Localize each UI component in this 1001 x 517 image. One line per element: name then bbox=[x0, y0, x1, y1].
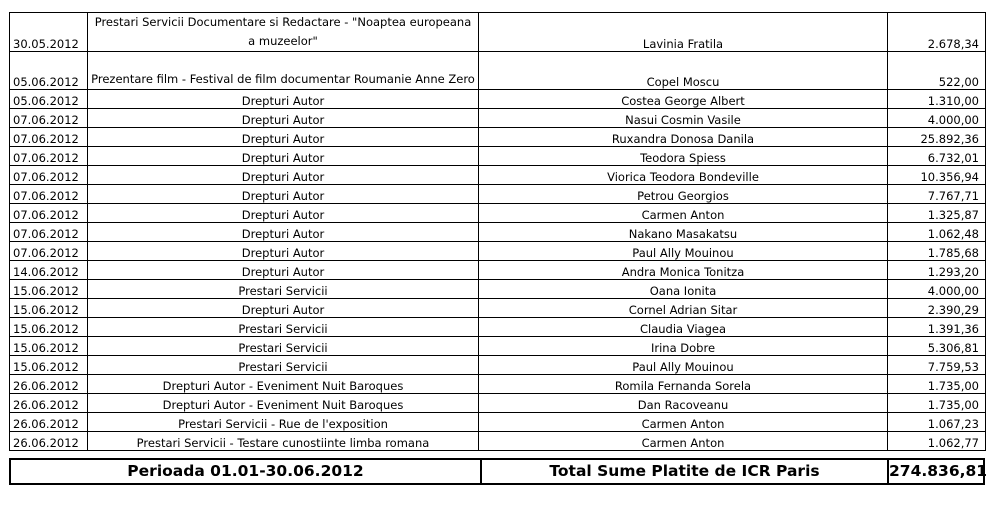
description-cell: Prestari Servicii bbox=[88, 337, 479, 356]
amount-cell: 1.067,23 bbox=[888, 413, 986, 432]
table-row bbox=[10, 147, 986, 166]
amount-cell: 1.062,77 bbox=[888, 432, 986, 451]
total-label: Total Sume Platite de ICR Paris bbox=[549, 462, 820, 480]
table-row bbox=[10, 109, 986, 128]
totals-row bbox=[9, 458, 988, 485]
beneficiary-cell: Cornel Adrian Sitar bbox=[479, 299, 888, 318]
table-row bbox=[10, 90, 986, 109]
table-row bbox=[10, 432, 986, 451]
table-row bbox=[10, 318, 986, 337]
amount-cell: 4.000,00 bbox=[888, 280, 986, 299]
beneficiary-cell: Claudia Viagea bbox=[479, 318, 888, 337]
date-cell: 15.06.2012 bbox=[10, 299, 88, 318]
description-cell: Drepturi Autor bbox=[88, 261, 479, 280]
beneficiary-cell: Lavinia Fratila bbox=[479, 13, 888, 52]
date-cell: 07.06.2012 bbox=[10, 204, 88, 223]
table-row bbox=[10, 128, 986, 147]
date-cell: 26.06.2012 bbox=[10, 413, 88, 432]
table-row bbox=[10, 299, 986, 318]
beneficiary-cell: Teodora Spiess bbox=[479, 147, 888, 166]
beneficiary-cell: Romila Fernanda Sorela bbox=[479, 375, 888, 394]
date-cell: 07.06.2012 bbox=[10, 109, 88, 128]
amount-cell: 6.732,01 bbox=[888, 147, 986, 166]
date-cell: 15.06.2012 bbox=[10, 356, 88, 375]
description-cell: Prestari Servicii Documentare si Redactare - "Noaptea europeana a muzeelor" bbox=[88, 13, 479, 52]
amount-cell: 1.062,48 bbox=[888, 223, 986, 242]
amount-cell: 25.892,36 bbox=[888, 128, 986, 147]
date-cell: 30.05.2012 bbox=[10, 13, 88, 52]
beneficiary-cell: Ruxandra Donosa Danila bbox=[479, 128, 888, 147]
beneficiary-cell: Copel Moscu bbox=[479, 52, 888, 90]
table-row bbox=[10, 13, 986, 52]
date-cell: 07.06.2012 bbox=[10, 147, 88, 166]
description-cell: Prezentare film - Festival de film documentar Roumanie Anne Zero bbox=[88, 52, 479, 90]
table-row bbox=[10, 52, 986, 90]
table-row bbox=[10, 242, 986, 261]
table-row bbox=[10, 356, 986, 375]
table-row bbox=[10, 375, 986, 394]
description-cell: Drepturi Autor - Eveniment Nuit Baroques bbox=[88, 394, 479, 413]
amount-cell: 10.356,94 bbox=[888, 166, 986, 185]
description-cell: Drepturi Autor bbox=[88, 299, 479, 318]
description-cell: Prestari Servicii - Rue de l'exposition bbox=[88, 413, 479, 432]
table-row bbox=[10, 166, 986, 185]
table-row bbox=[10, 223, 986, 242]
table-row bbox=[10, 280, 986, 299]
payments-table-body bbox=[10, 13, 986, 451]
beneficiary-cell: Andra Monica Tonitza bbox=[479, 261, 888, 280]
description-cell: Prestari Servicii bbox=[88, 318, 479, 337]
description-cell: Drepturi Autor bbox=[88, 242, 479, 261]
date-cell: 15.06.2012 bbox=[10, 280, 88, 299]
description-cell: Drepturi Autor bbox=[88, 223, 479, 242]
beneficiary-cell: Carmen Anton bbox=[479, 204, 888, 223]
description-cell: Drepturi Autor bbox=[88, 109, 479, 128]
beneficiary-cell: Carmen Anton bbox=[479, 432, 888, 451]
date-cell: 15.06.2012 bbox=[10, 337, 88, 356]
amount-cell: 1.735,00 bbox=[888, 394, 986, 413]
date-cell: 07.06.2012 bbox=[10, 242, 88, 261]
date-cell: 05.06.2012 bbox=[10, 52, 88, 90]
date-cell: 26.06.2012 bbox=[10, 375, 88, 394]
date-cell: 26.06.2012 bbox=[10, 432, 88, 451]
beneficiary-cell: Paul Ally Mouinou bbox=[479, 356, 888, 375]
date-cell: 14.06.2012 bbox=[10, 261, 88, 280]
payments-table-wrapper bbox=[9, 12, 986, 451]
description-cell: Drepturi Autor bbox=[88, 166, 479, 185]
beneficiary-cell: Nasui Cosmin Vasile bbox=[479, 109, 888, 128]
date-cell: 07.06.2012 bbox=[10, 185, 88, 204]
amount-cell: 1.391,36 bbox=[888, 318, 986, 337]
beneficiary-cell: Oana Ionita bbox=[479, 280, 888, 299]
description-cell: Drepturi Autor bbox=[88, 204, 479, 223]
beneficiary-cell: Costea George Albert bbox=[479, 90, 888, 109]
amount-cell: 522,00 bbox=[888, 52, 986, 90]
date-cell: 15.06.2012 bbox=[10, 318, 88, 337]
beneficiary-cell: Paul Ally Mouinou bbox=[479, 242, 888, 261]
beneficiary-cell: Viorica Teodora Bondeville bbox=[479, 166, 888, 185]
description-cell: Prestari Servicii - Testare cunostiinte limba romana bbox=[88, 432, 479, 451]
date-cell: 07.06.2012 bbox=[10, 166, 88, 185]
description-cell: Prestari Servicii bbox=[88, 356, 479, 375]
beneficiary-cell: Petrou Georgios bbox=[479, 185, 888, 204]
payments-table bbox=[9, 12, 986, 451]
amount-cell: 1.293,20 bbox=[888, 261, 986, 280]
amount-cell: 2.390,29 bbox=[888, 299, 986, 318]
amount-cell: 5.306,81 bbox=[888, 337, 986, 356]
table-row bbox=[10, 185, 986, 204]
beneficiary-cell: Dan Racoveanu bbox=[479, 394, 888, 413]
date-cell: 07.06.2012 bbox=[10, 223, 88, 242]
description-cell: Drepturi Autor bbox=[88, 90, 479, 109]
table-row bbox=[10, 204, 986, 223]
description-cell: Drepturi Autor - Eveniment Nuit Baroques bbox=[88, 375, 479, 394]
amount-cell: 1.325,87 bbox=[888, 204, 986, 223]
description-cell: Prestari Servicii bbox=[88, 280, 479, 299]
date-cell: 07.06.2012 bbox=[10, 128, 88, 147]
amount-cell: 4.000,00 bbox=[888, 109, 986, 128]
description-cell: Drepturi Autor bbox=[88, 185, 479, 204]
table-row bbox=[10, 413, 986, 432]
table-row bbox=[10, 337, 986, 356]
table-row bbox=[10, 261, 986, 280]
amount-cell: 1.310,00 bbox=[888, 90, 986, 109]
amount-cell: 2.678,34 bbox=[888, 13, 986, 52]
table-row bbox=[10, 394, 986, 413]
amount-cell: 7.759,53 bbox=[888, 356, 986, 375]
date-cell: 05.06.2012 bbox=[10, 90, 88, 109]
date-cell: 26.06.2012 bbox=[10, 394, 88, 413]
amount-cell: 1.735,00 bbox=[888, 375, 986, 394]
amount-cell: 7.767,71 bbox=[888, 185, 986, 204]
description-cell: Drepturi Autor bbox=[88, 147, 479, 166]
total-value: 274.836,81 bbox=[889, 462, 988, 480]
beneficiary-cell: Irina Dobre bbox=[479, 337, 888, 356]
description-cell: Drepturi Autor bbox=[88, 128, 479, 147]
amount-cell: 1.785,68 bbox=[888, 242, 986, 261]
period-label: Perioada 01.01-30.06.2012 bbox=[127, 462, 364, 480]
beneficiary-cell: Nakano Masakatsu bbox=[479, 223, 888, 242]
beneficiary-cell: Carmen Anton bbox=[479, 413, 888, 432]
